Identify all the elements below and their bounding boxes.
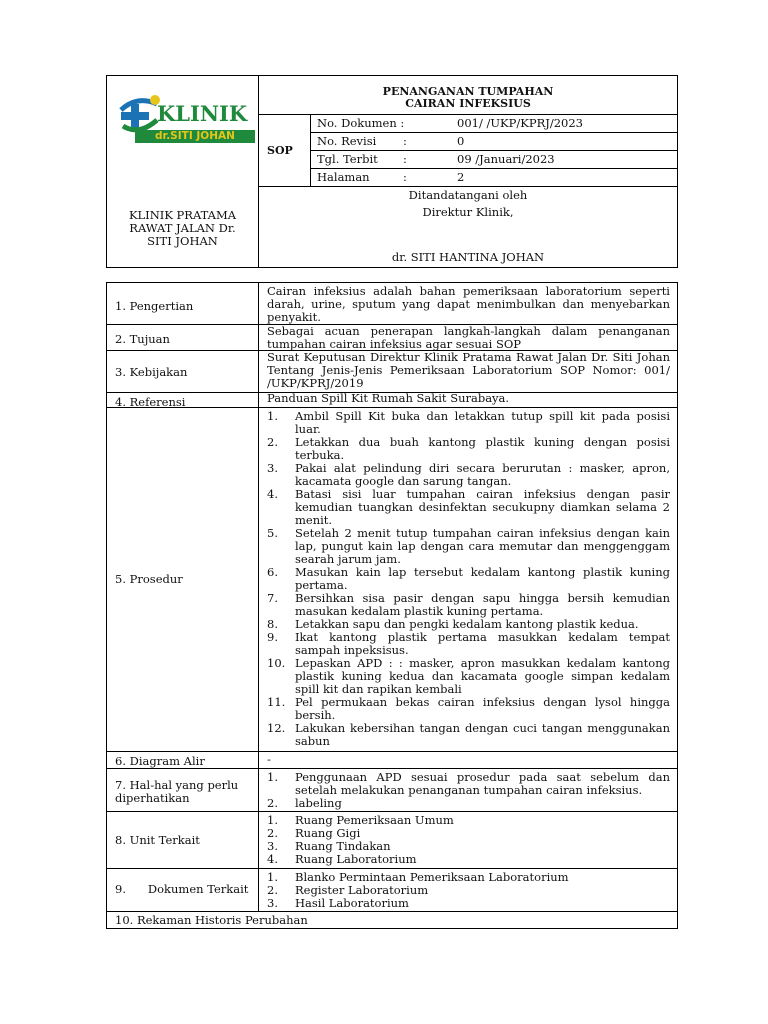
- page-label: Halaman: [317, 170, 370, 184]
- list-item: 2. Register Laboratorium: [267, 883, 429, 897]
- list-item: 2. labeling: [267, 796, 342, 810]
- document-title-line1: PENANGANAN TUMPAHAN: [382, 85, 554, 98]
- row-label-rekaman: 10. Rekaman Historis Perubahan: [115, 913, 308, 927]
- list-item: 3. Ruang Tindakan: [267, 839, 391, 853]
- clinic-logo: [117, 90, 257, 146]
- procedure-steps: [267, 410, 670, 748]
- list-item: 4. Ruang Laboratorium: [267, 852, 417, 866]
- revision-colon: :: [403, 134, 407, 148]
- row-text-tujuan: Sebagai acuan penerapan langkah-langkah dalam penanganan tumpahan cairan infeksius agar sesuai SOP: [267, 324, 670, 351]
- procedure-step: 9. Ikat kantong plastik pertama masukkan kedalam tempat sampah inpeksisus.: [267, 630, 670, 657]
- list-item: 1. Ruang Pemeriksaan Umum: [267, 813, 454, 827]
- procedure-step: 7. Bersihkan sisa pasir dengan sapu hingga bersih kemudian masukan kedalam plastik kuning pertama.: [267, 591, 670, 618]
- logo-word: KLINIK: [157, 101, 248, 126]
- issue-date-label: Tgl. Terbit: [317, 152, 378, 166]
- list-item: 2. Ruang Gigi: [267, 826, 361, 840]
- list-item: 1. Penggunaan APD sesuai prosedur pada saat sebelum dan setelah melakukan penanganan tumpahan cairan infeksius.: [267, 770, 670, 797]
- procedure-step: 1. Ambil Spill Kit buka dan letakkan tutup spill kit pada posisi luar.: [267, 409, 670, 436]
- unit-items: [267, 814, 670, 866]
- procedure-step: 4. Batasi sisi luar tumpahan cairan infeksius dengan pasir kemudian tuangkan desinfektan secukupny diamkan selama 2 menit.: [267, 487, 670, 527]
- issue-date-colon: :: [403, 152, 407, 166]
- sop-label: SOP: [267, 144, 293, 157]
- procedure-step: 6. Masukan kain lap tersebut kedalam kantong plastik kuning pertama.: [267, 565, 670, 592]
- row-label-kebijakan: 3. Kebijakan: [115, 365, 188, 379]
- row-label-prosedur: 5. Prosedur: [115, 572, 183, 586]
- signer-title: Direktur Klinik,: [422, 205, 514, 219]
- hal-items: [267, 771, 670, 810]
- list-item: 1. Blanko Permintaan Pemeriksaan Laboratorium: [267, 870, 569, 884]
- list-item: 3. Hasil Laboratorium: [267, 896, 409, 910]
- revision-value: 0: [457, 134, 465, 148]
- procedure-step: 10. Lepaskan APD : : masker, apron masukkan kedalam kantong plastik kuning kedua dan kacamata google simpan kedalam spill kit dan rapikan kembali: [267, 656, 670, 696]
- logo-subtitle: dr.SITI JOHAN: [155, 130, 235, 142]
- procedure-step: 2. Letakkan dua buah kantong plastik kuning dengan posisi terbuka.: [267, 435, 670, 462]
- revision-label: No. Revisi: [317, 134, 377, 148]
- procedure-step: 12. Lakukan kebersihan tangan dengan cuci tangan menggunakan sabun: [267, 721, 670, 748]
- row-text-kebijakan: Surat Keputusan Direktur Klinik Pratama Rawat Jalan Dr. Siti Johan Tentang Jenis-Jenis Pemeriksaan Laboratorium SOP Nomor: 001/ /UKP/KPRJ/2019: [267, 350, 670, 390]
- row-label-tujuan: 2. Tujuan: [115, 332, 170, 346]
- doc-number-label: No. Dokumen :: [317, 116, 405, 130]
- signer-name: dr. SITI HANTINA JOHAN: [391, 250, 545, 264]
- row-label-diagram: 6. Diagram Alir: [115, 754, 205, 768]
- dokumen-items: [267, 871, 670, 910]
- page-colon: :: [403, 170, 407, 184]
- header-table: [106, 75, 678, 268]
- procedure-table: [106, 282, 678, 929]
- procedure-step: 5. Setelah 2 menit tutup tumpahan cairan infeksius dengan kain lap, pungut kain lap dengan cara memutar dan menggenggam searah jarum jam.: [267, 526, 670, 566]
- clinic-name-line3: SITI JOHAN: [147, 234, 218, 248]
- document-title-line2: CAIRAN INFEKSIUS: [405, 97, 531, 110]
- page-value: 2: [457, 170, 465, 184]
- clinic-name-line1: KLINIK PRATAMA: [128, 208, 237, 222]
- doc-number-value: 001/ /UKP/KPRJ/2023: [457, 116, 583, 130]
- row-text-diagram: -: [267, 752, 271, 766]
- clinic-name-line2: RAWAT JALAN Dr.: [129, 221, 236, 235]
- procedure-step: 3. Pakai alat pelindung diri secara berurutan : masker, apron, kacamata google dan sarung tangan.: [267, 461, 670, 488]
- signed-by-text: Ditandatangani oleh: [408, 188, 528, 202]
- row-label-pengertian: 1. Pengertian: [115, 299, 194, 313]
- row-text-referensi: Panduan Spill Kit Rumah Sakit Surabaya.: [267, 391, 510, 405]
- row-label-referensi: 4. Referensi: [115, 395, 186, 409]
- row-label-dokumen: 9. Dokumen Terkait: [115, 882, 249, 896]
- procedure-step: 11. Pel permukaan bekas cairan infeksius dengan lysol hingga bersih.: [267, 695, 670, 722]
- procedure-step: 8. Letakkan sapu dan pengki kedalam kantong plastik kedua.: [267, 617, 639, 631]
- row-text-pengertian: Cairan infeksius adalah bahan pemeriksaan laboratorium seperti darah, urine, sputum yang dapat menimbulkan dan menyebarkan penyakit.: [267, 284, 670, 324]
- issue-date-value: 09 /Januari/2023: [457, 152, 555, 166]
- row-label-hal: 7. Hal-hal yang perlu diperhatikan: [115, 778, 239, 805]
- row-label-unit: 8. Unit Terkait: [115, 833, 200, 847]
